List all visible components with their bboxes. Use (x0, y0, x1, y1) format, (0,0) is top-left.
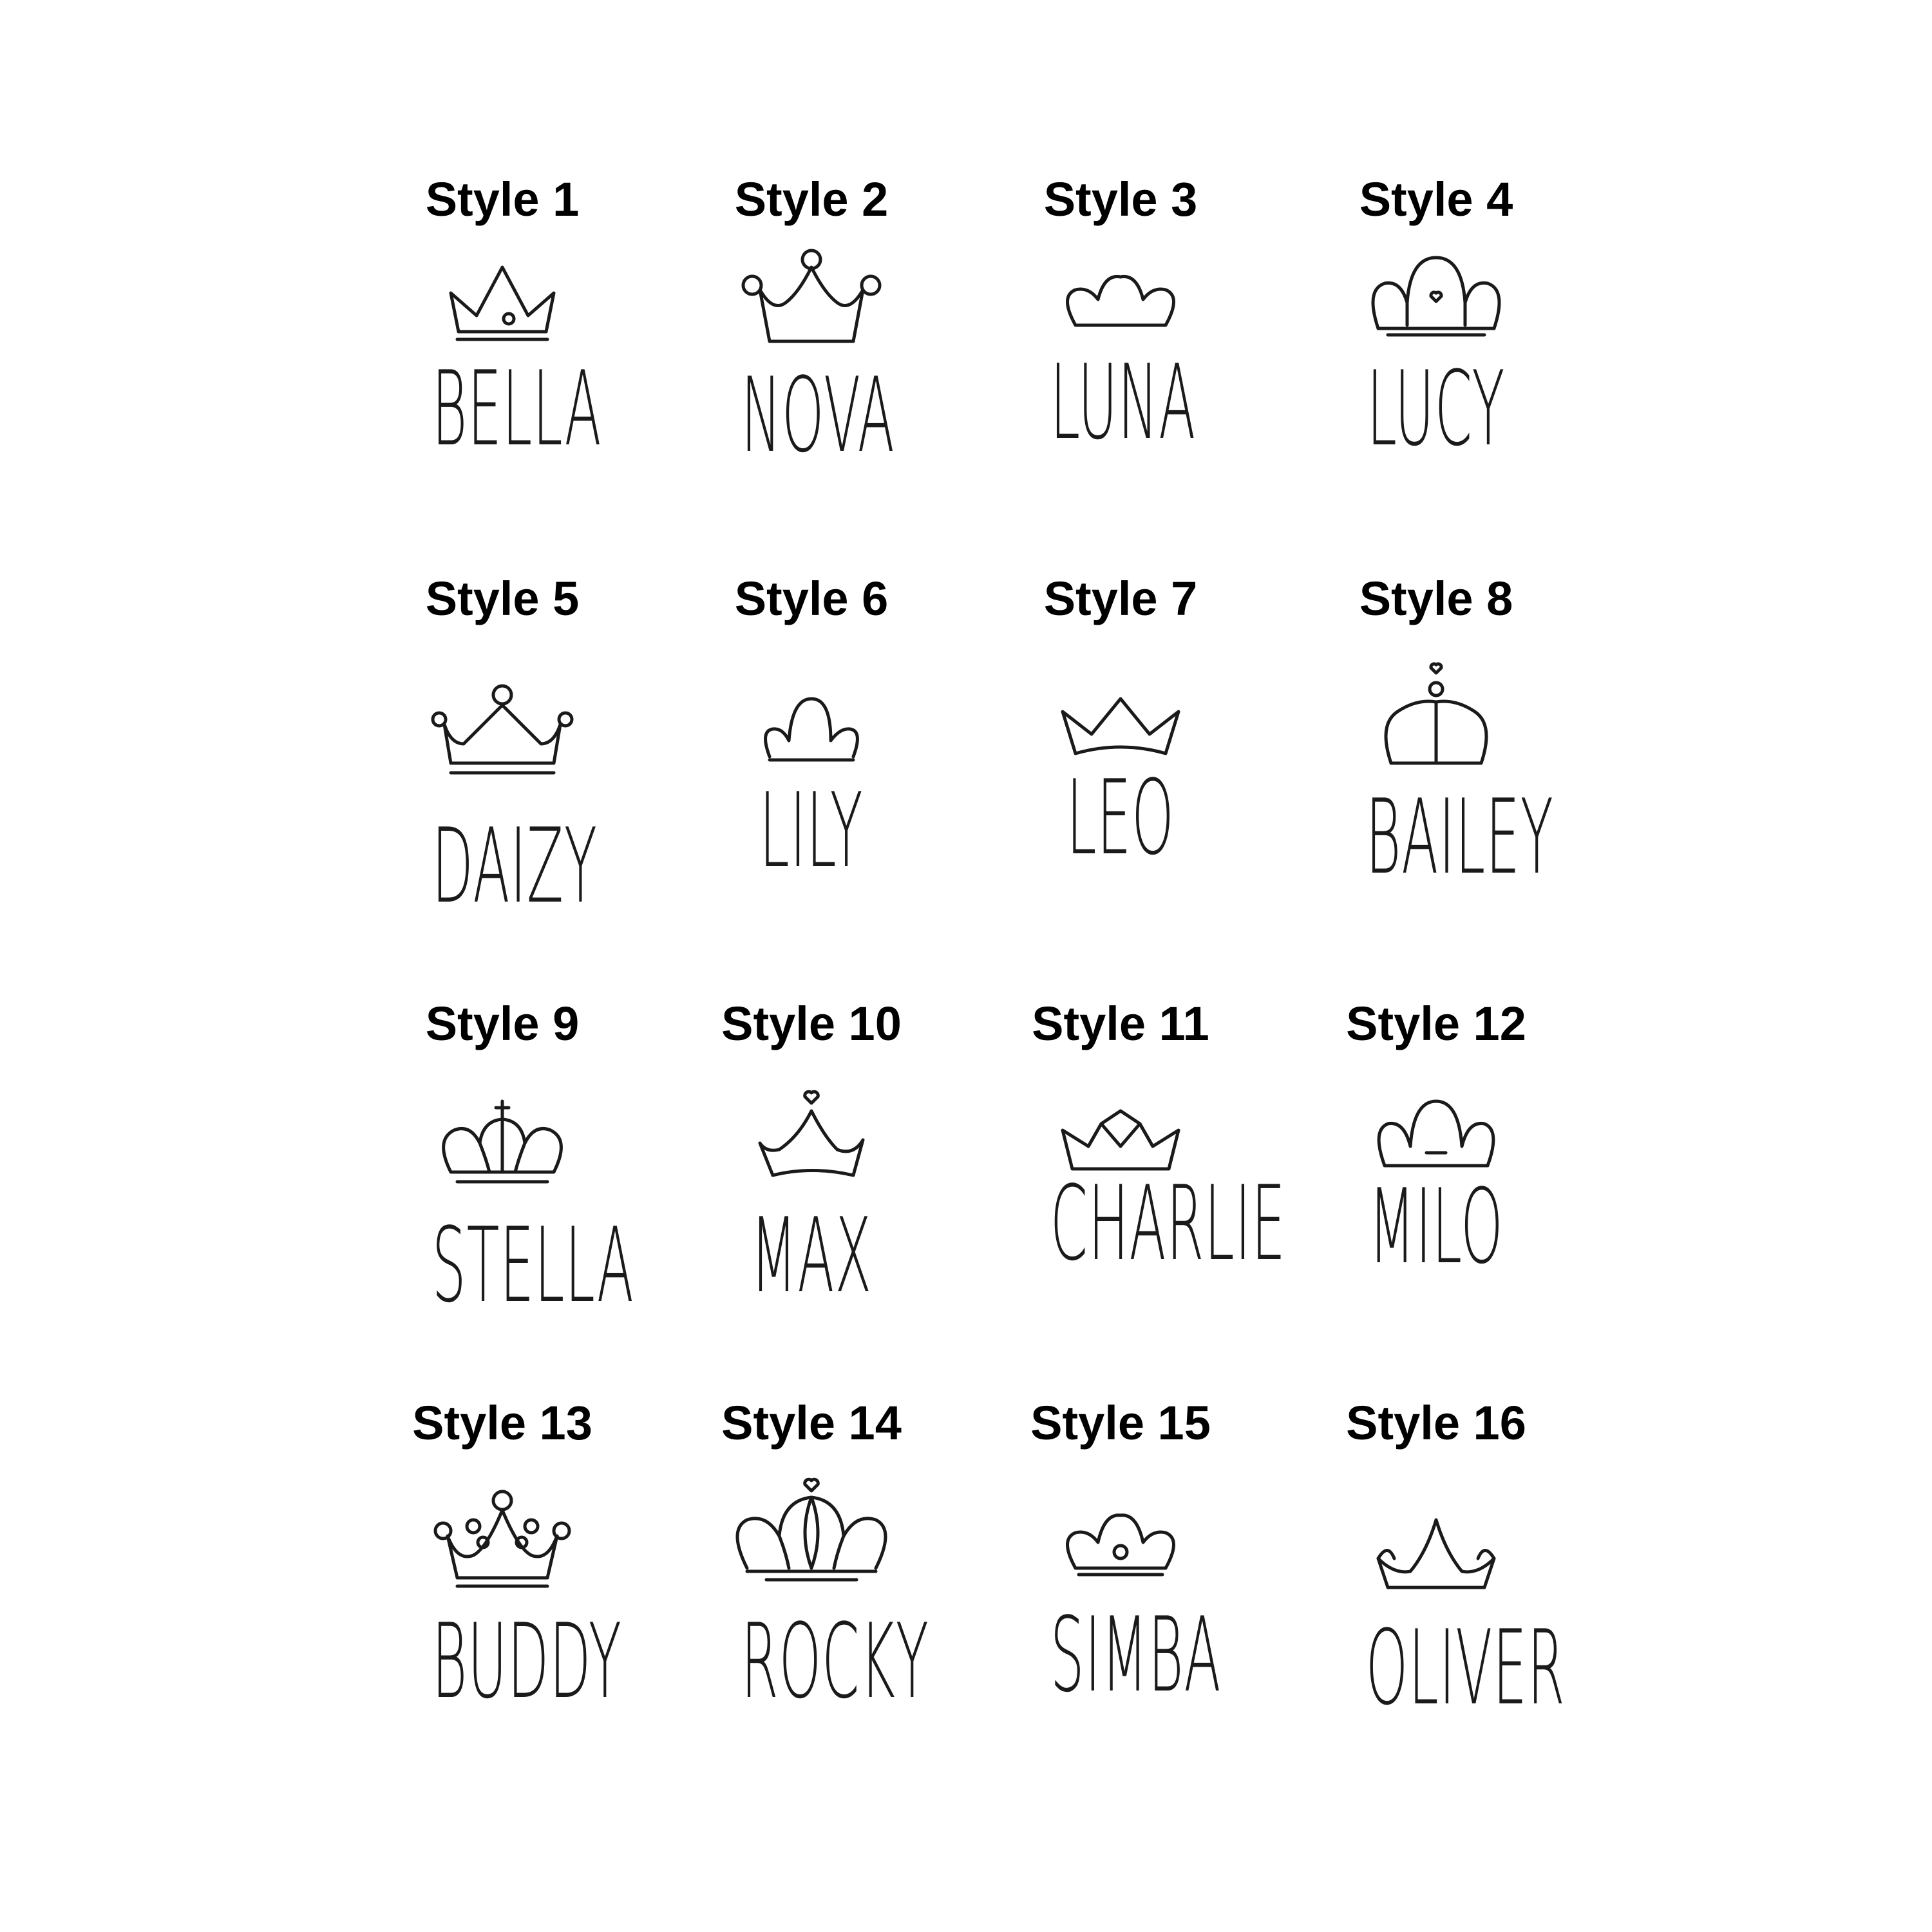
sample-name: SIMBA (1050, 1595, 1222, 1715)
sample-name: LUNA (1050, 342, 1197, 462)
sample-name: NOVA (741, 355, 895, 475)
crown-8-icon (1372, 654, 1501, 776)
crown-13-icon (425, 1478, 580, 1594)
sample-name: ROCKY (741, 1601, 929, 1721)
style-label: Style 5 (425, 572, 580, 625)
style-label: Style 16 (1346, 1396, 1526, 1450)
style-card-5 (367, 570, 638, 931)
style-label: Style 11 (1032, 997, 1209, 1050)
style-label: Style 8 (1359, 572, 1513, 625)
style-card-14 (676, 1394, 947, 1755)
style-label: Style 9 (425, 997, 580, 1050)
style-card-16 (1301, 1394, 1571, 1755)
crown-9-icon (431, 1088, 573, 1198)
sample-name: OLIVER (1365, 1607, 1566, 1728)
style-label: Style 10 (721, 997, 902, 1050)
style-card-11 (985, 995, 1286, 1356)
style-card-6 (676, 570, 947, 931)
sample-name: BELLA (431, 348, 602, 469)
style-label: Style 6 (734, 572, 889, 625)
crown-10-icon (747, 1079, 876, 1195)
crown-16-icon (1365, 1507, 1507, 1597)
style-card-12 (1301, 995, 1571, 1356)
sample-name: MAX (750, 1195, 873, 1316)
crown-14-icon (721, 1472, 902, 1594)
style-card-15 (985, 1394, 1256, 1755)
crown-2-icon (734, 242, 889, 351)
style-card-1 (367, 171, 638, 531)
style-card-10 (676, 995, 947, 1356)
style-label: Style 1 (425, 173, 580, 226)
style-card-8 (1301, 570, 1571, 931)
style-label: Style 4 (1359, 173, 1513, 226)
crown-1-icon (438, 254, 567, 345)
sample-name: BUDDY (431, 1601, 622, 1721)
style-label: Style 13 (412, 1396, 592, 1450)
crown-7-icon (1050, 686, 1191, 763)
sample-name: STELLA (431, 1205, 634, 1325)
sample-name: LILY (759, 770, 864, 891)
sample-name: LUCY (1367, 348, 1506, 469)
crown-15-icon (1056, 1497, 1185, 1587)
sample-name: MILO (1368, 1166, 1504, 1287)
sample-name: DAIZY (431, 806, 598, 926)
style-card-7 (985, 570, 1256, 931)
style-label: Style 3 (1043, 173, 1198, 226)
style-card-2 (676, 171, 947, 531)
style-card-13 (367, 1394, 638, 1755)
crown-4-icon (1365, 245, 1507, 348)
style-label: Style 12 (1346, 997, 1526, 1050)
style-card-4 (1301, 171, 1571, 531)
crown-3-icon (1056, 258, 1185, 335)
style-card-3 (985, 171, 1256, 531)
style-label: Style 2 (734, 173, 889, 226)
style-label: Style 15 (1030, 1396, 1211, 1450)
sample-name: CHARLIE (1050, 1163, 1286, 1283)
style-label: Style 7 (1043, 572, 1198, 625)
sample-name: LEO (1066, 757, 1175, 878)
style-label: Style 14 (721, 1396, 902, 1450)
crown-5-icon (425, 679, 580, 789)
sample-name: BAILEY (1365, 777, 1554, 897)
style-card-9 (367, 995, 638, 1356)
crown-6-icon (747, 683, 876, 773)
